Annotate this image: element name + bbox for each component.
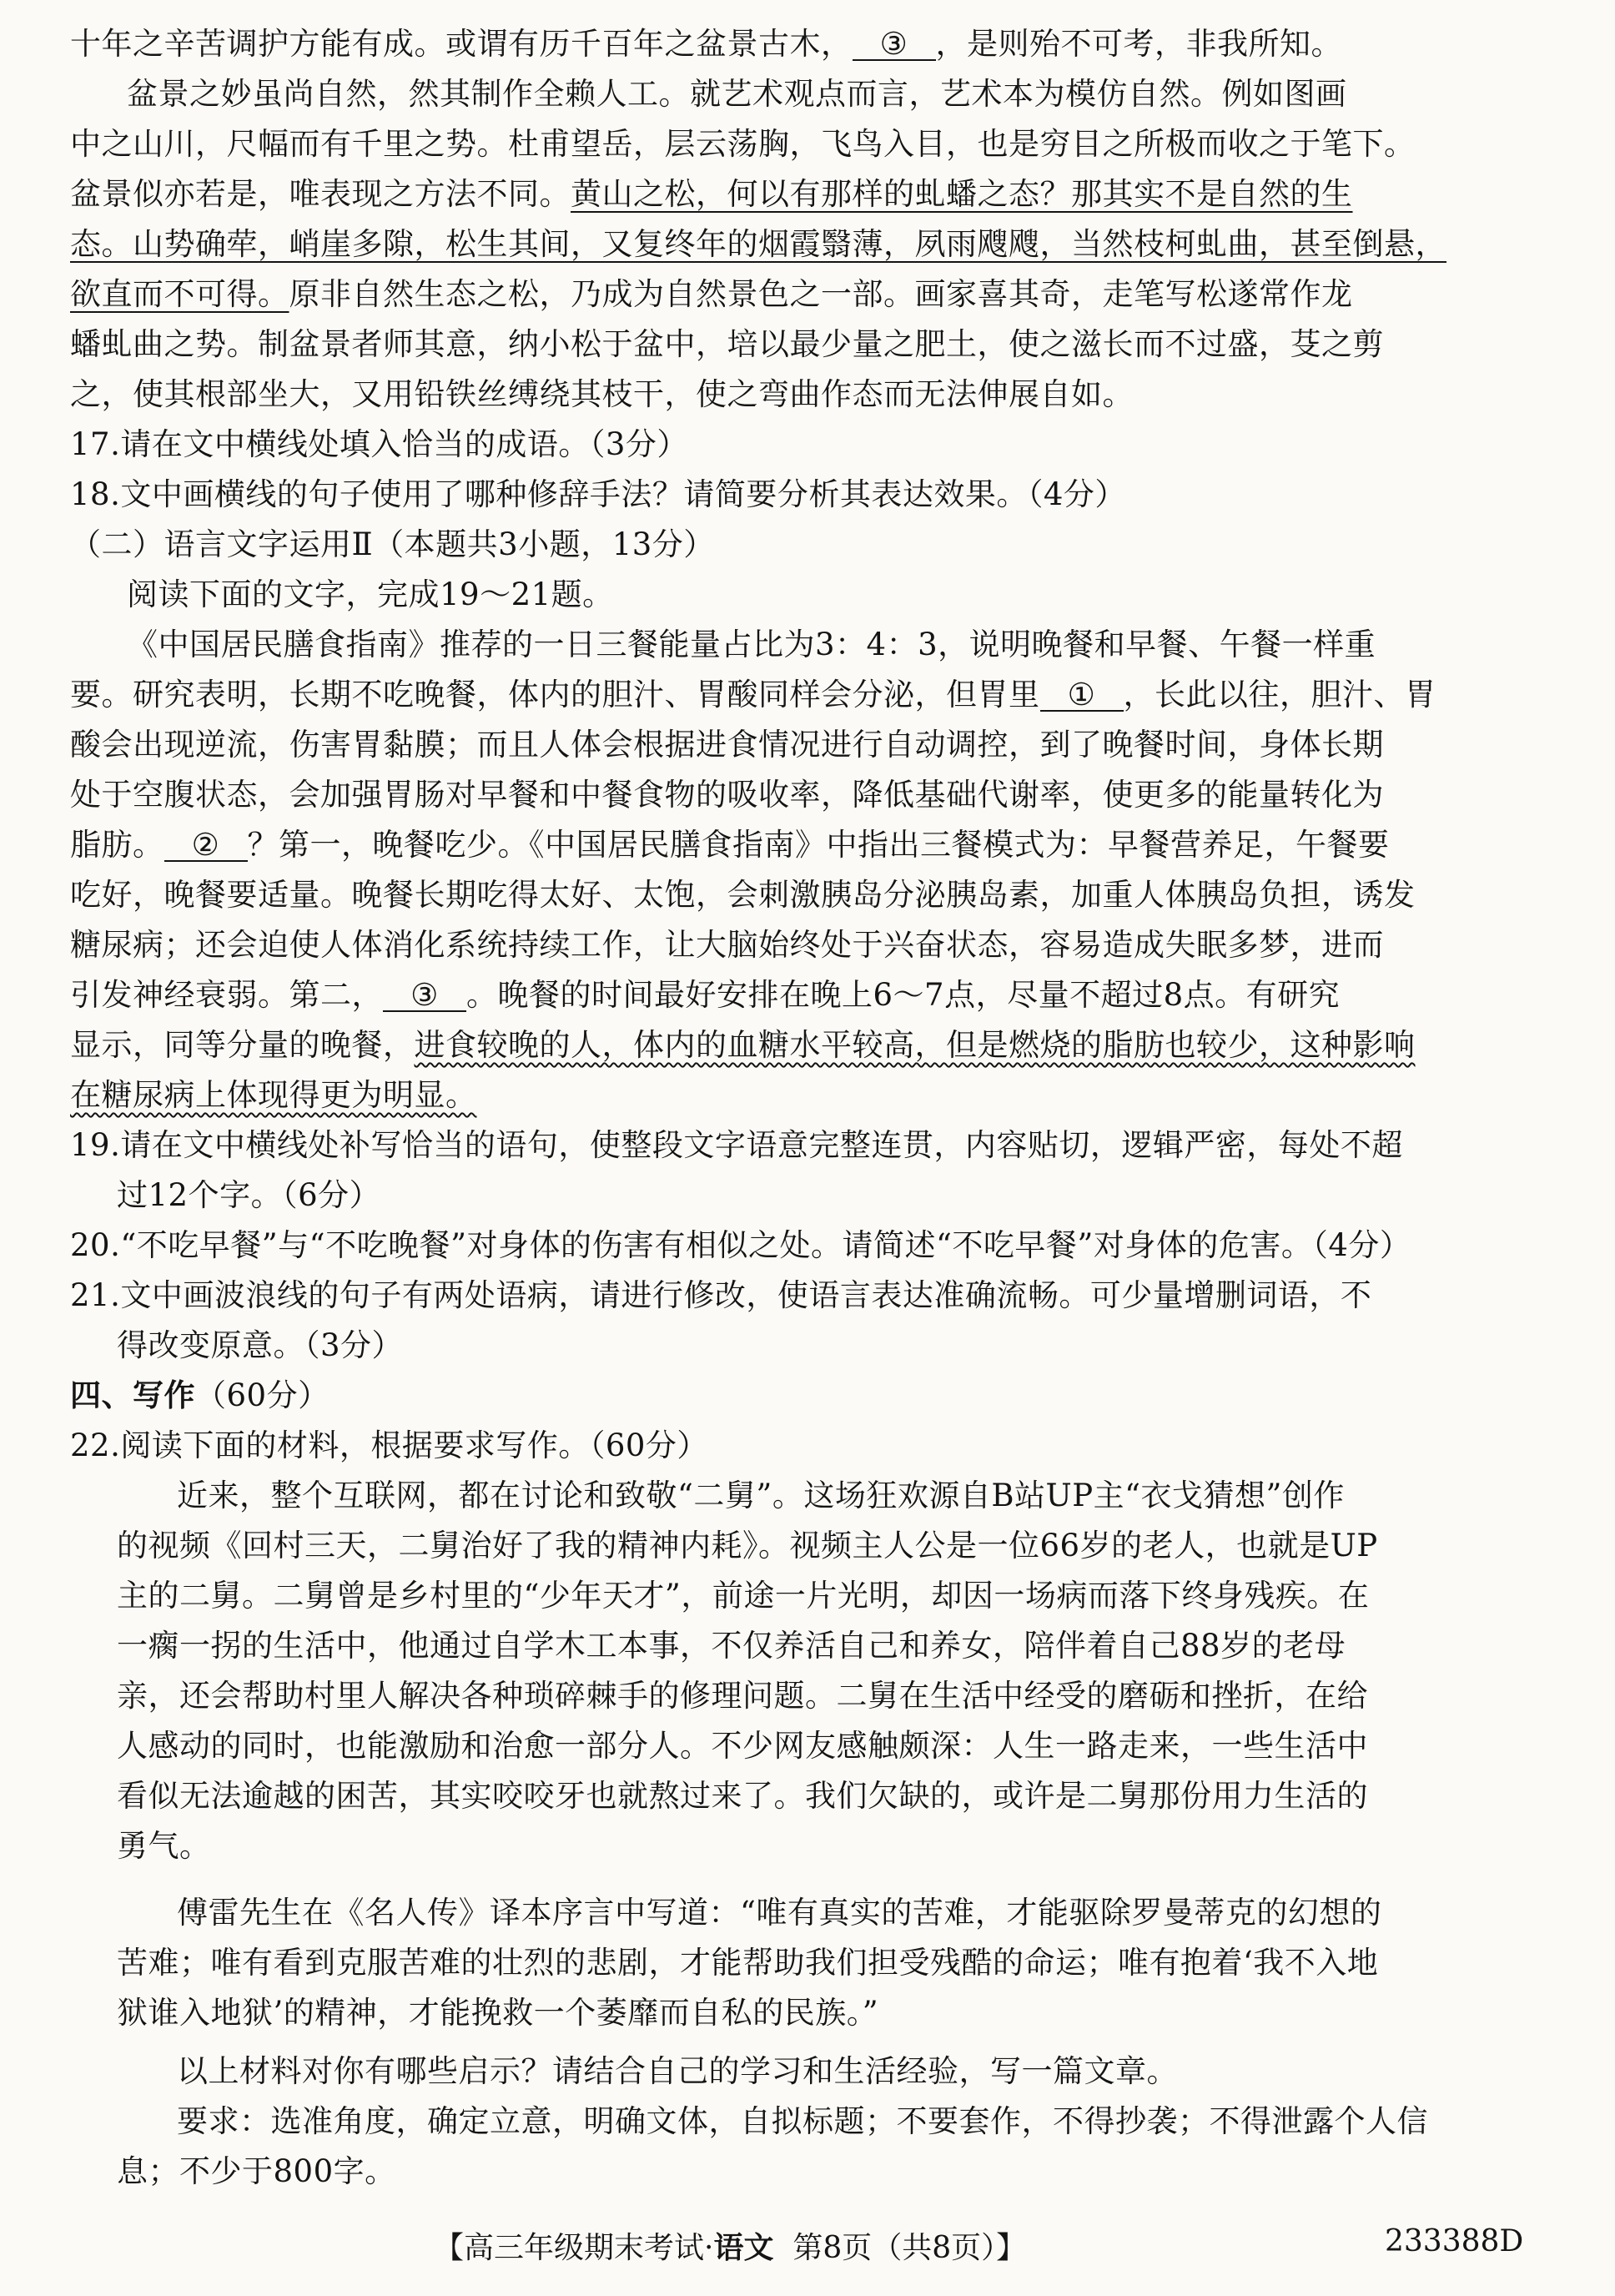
essay-line-6: 欲直而不可得。原非自然生态之松，乃成为自然景色之一部。画家喜其奇，走笔写松遂常作龙 [70,276,1353,312]
essay-line-8: 之，使其根部坐大，又用铅铁丝缚绕其枝干，使之弯曲作态而无法伸展自如。 [70,376,1134,412]
underlined-sentence-end: 欲直而不可得。 [70,276,289,312]
passage-line-9: 显示，同等分量的晚餐，进食较晚的人，体内的血糖水平较高，但是燃烧的脂肪也较少，这种影响 [70,1027,1416,1063]
material-line-1: 近来，整个互联网，都在讨论和致敬“二舅”。这场狂欢源自B站UP主“衣戈猜想”创作 [177,1478,1345,1513]
exam-code: 233388D [1385,2224,1524,2258]
blank-3: ③ [383,979,466,1012]
question-17: 17.请在文中横线处填入恰当的成语。（3分） [70,426,688,462]
passage-line-5: 脂肪。 ② ？第一，晚餐吃少。《中国居民膳食指南》中指出三餐模式为：早餐营养足，午餐要 [70,827,1390,863]
essay-line-5: 态。山势确荦，峭崖多隙，松生其间，又复终年的烟霞翳薄，夙雨飕飕，当然枝柯虬曲，甚至倒悬， [70,226,1446,262]
passage-line-10: 在糖尿病上体现得更为明显。 [70,1077,477,1113]
passage-line-4: 处于空腹状态，会加强胃肠对早餐和中餐食物的吸收率，降低基础代谢率，使更多的能量转化为 [70,777,1384,813]
question-19: 19.请在文中横线处补写恰当的语句，使整段文字语意完整连贯，内容贴切，逻辑严密，每处不超 [70,1127,1403,1163]
passage-line-8: 引发神经衰弱。第二， ③ 。晚餐的时间最好安排在晚上6～7点，尽量不超过8点。有研究 [70,977,1341,1013]
essay-line-2: 盆景之妙虽尚自然，然其制作全赖人工。就艺术观点而言，艺术本为模仿自然。例如图画 [127,76,1347,112]
question-22: 22.阅读下面的材料，根据要求写作。（60分） [70,1427,708,1463]
requirements-line-1: 要求：选准角度，确定立意，明确文体，自拟标题；不要套作，不得抄袭；不得泄露个人信 [177,2103,1428,2139]
passage-line-3: 酸会出现逆流，伤害胃黏膜；而且人体会根据进食情况进行自动调控，到了晚餐时间，身体长期 [70,727,1384,763]
material-line-5: 亲，还会帮助村里人解决各种琐碎棘手的修理问题。二舅在生活中经受的磨砺和挫折，在给 [117,1678,1368,1714]
question-21-cont: 得改变原意。（3分） [117,1327,404,1363]
reading-instruction: 阅读下面的文字，完成19～21题。 [127,577,614,612]
blank-2: ② [164,829,248,862]
material-line-12: 以上材料对你有哪些启示？请结合自己的学习和生活经验，写一篇文章。 [177,2053,1178,2089]
question-18: 18.文中画横线的句子使用了哪种修辞手法？请简要分析其表达效果。（4分） [70,476,1126,512]
wavy-sentence: 进食较晚的人，体内的血糖水平较高，但是燃烧的脂肪也较少，这种影响 [414,1027,1416,1063]
question-19-cont: 过12个字。（6分） [117,1177,381,1213]
essay-line-7: 蟠虬曲之势。制盆景者师其意，纳小松于盆中，培以最少量之肥土，使之滋长而不过盛，芟之剪 [70,326,1384,362]
passage-line-6: 吃好，晚餐要适量。晚餐长期吃得太好、太饱，会刺激胰岛分泌胰岛素，加重人体胰岛负担，诱发 [70,877,1416,913]
material-line-4: 一瘸一拐的生活中，他通过自学木工本事，不仅养活自己和养女，陪伴着自己88岁的老母 [117,1628,1346,1664]
blank-3-essay: ③ [853,28,936,61]
passage-line-7: 糖尿病；还会迫使人体消化系统持续工作，让大脑始终处于兴奋状态，容易造成失眠多梦，进而 [70,927,1384,963]
material-line-10: 苦难；唯有看到克服苦难的壮烈的悲剧，才能帮助我们担受残酷的命运；唯有抱着‘我不入地 [117,1945,1379,1981]
material-line-8: 勇气。 [117,1828,211,1864]
underlined-sentence: 黄山之松，何以有那样的虬蟠之态？那其实不是自然的生 [571,176,1353,212]
question-21: 21.文中画波浪线的句子有两处语病，请进行修改，使语言表达准确流畅。可少量增删词语，不 [70,1277,1372,1313]
passage-line-2: 要。研究表明，长期不吃晚餐，体内的胆汁、胃酸同样会分泌，但胃里 ① ，长此以往，胆汁、胃 [70,677,1436,712]
requirements-line-2: 息；不少于800字。 [117,2153,396,2189]
material-line-9: 傅雷先生在《名人传》译本序言中写道：“唯有真实的苦难，才能驱除罗曼蒂克的幻想的 [177,1895,1382,1931]
question-20: 20.“不吃早餐”与“不吃晚餐”对身体的伤害有相似之处。请简述“不吃早餐”对身体的危害。（4分） [70,1227,1411,1263]
essay-line-4: 盆景似亦若是，唯表现之方法不同。黄山之松，何以有那样的虬蟠之态？那其实不是自然的生 [70,176,1353,212]
material-line-11: 狱谁入地狱’的精神，才能挽救一个萎靡而自私的民族。” [117,1995,879,2031]
material-line-6: 人感动的同时，也能激励和治愈一部分人。不少网友感触颇深：人生一路走来，一些生活中 [117,1728,1368,1764]
material-line-3: 主的二舅。二舅曾是乡村里的“少年天才”，前途一片光明，却因一场病而落下终身残疾。在 [117,1578,1370,1614]
section-heading-4: 四、写作（60分） [70,1377,330,1413]
material-line-2: 的视频《回村三天，二舅治好了我的精神内耗》。视频主人公是一位66岁的老人，也就是UP [117,1528,1378,1563]
material-line-7: 看似无法逾越的困苦，其实咬咬牙也就熬过来了。我们欠缺的，或许是二舅那份用力生活的 [117,1778,1368,1814]
essay-line-3: 中之山川，尺幅而有千里之势。杜甫望岳，层云荡胸，飞鸟入目，也是穷目之所极而收之于笔下。 [70,126,1416,162]
blank-1: ① [1040,679,1124,712]
essay-line-1: 十年之辛苦调护方能有成。或谓有历千百年之盆景古木， ③ ，是则殆不可考，非我所知。 [70,26,1342,62]
page-footer: 【高三年级期末考试·语文 第8页（共8页）】 [434,2230,1027,2265]
passage-line-1: 《中国居民膳食指南》推荐的一日三餐能量占比为3：4：3，说明晚餐和早餐、午餐一样重 [127,627,1376,662]
section-heading-2: （二）语言文字运用Ⅱ（本题共3小题，13分） [70,526,715,562]
